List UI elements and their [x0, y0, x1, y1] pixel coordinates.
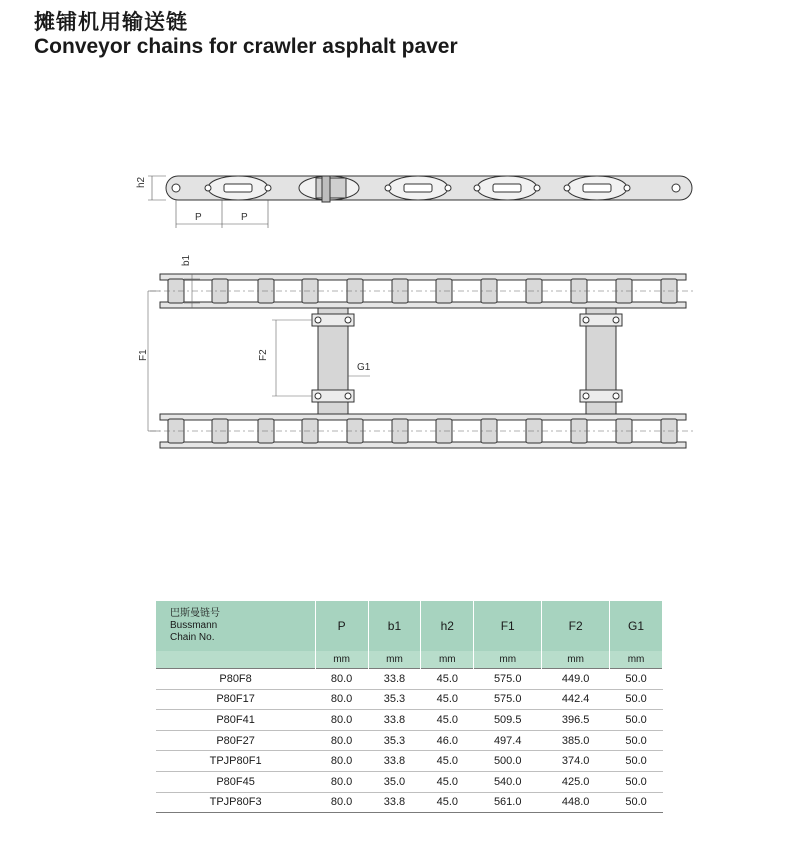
cell-p: 80.0: [315, 751, 368, 772]
cell-b1: 33.8: [368, 710, 421, 731]
table-row: [156, 730, 663, 751]
flight-bars: [312, 308, 622, 414]
cell-p: 80.0: [315, 792, 368, 813]
cell-h2: 46.0: [421, 730, 474, 751]
cell-chain-no: P80F8: [156, 669, 315, 690]
unit-p: mm: [315, 651, 368, 669]
page-title-cn: 摊铺机用输送链: [34, 10, 188, 34]
label-g1: G1: [357, 362, 371, 373]
header-g1: G1: [610, 601, 663, 651]
label-f2: F2: [258, 349, 269, 361]
cell-p: 80.0: [315, 689, 368, 710]
cell-p: 80.0: [315, 730, 368, 751]
unit-f1: mm: [474, 651, 542, 669]
cell-h2: 45.0: [421, 669, 474, 690]
cell-f1: 575.0: [474, 689, 542, 710]
label-p-2: P: [241, 212, 248, 223]
cell-h2: 45.0: [421, 689, 474, 710]
cell-g1: 50.0: [610, 689, 663, 710]
cell-chain-no: P80F17: [156, 689, 315, 710]
table-row: [156, 710, 663, 731]
label-h2: h2: [136, 176, 147, 188]
unit-g1: mm: [610, 651, 663, 669]
cell-f2: 374.0: [542, 751, 610, 772]
table-row: [156, 669, 663, 690]
cell-chain-no: P80F27: [156, 730, 315, 751]
cell-p: 80.0: [315, 710, 368, 731]
cell-b1: 35.3: [368, 689, 421, 710]
cell-b1: 35.3: [368, 730, 421, 751]
cell-f2: 449.0: [542, 669, 610, 690]
cell-p: 80.0: [315, 669, 368, 690]
cell-p: 80.0: [315, 771, 368, 792]
page-title-en: Conveyor chains for crawler asphalt paver: [34, 35, 458, 58]
cell-f2: 442.4: [542, 689, 610, 710]
spec-table-body: [156, 669, 663, 813]
header-chain-no-en1: Bussmann: [170, 620, 218, 631]
cell-h2: 45.0: [421, 751, 474, 772]
label-b1: b1: [181, 254, 192, 266]
cell-f1: 509.5: [474, 710, 542, 731]
chain-side-view: [166, 176, 692, 202]
unit-b1: mm: [368, 651, 421, 669]
cell-b1: 35.0: [368, 771, 421, 792]
cell-chain-no: P80F45: [156, 771, 315, 792]
header-chain-no-en2: Chain No.: [170, 632, 215, 643]
cell-f2: 448.0: [542, 792, 610, 813]
cell-f2: 396.5: [542, 710, 610, 731]
header-f1: F1: [474, 601, 542, 651]
cell-g1: 50.0: [610, 710, 663, 731]
cell-b1: 33.8: [368, 792, 421, 813]
cell-g1: 50.0: [610, 730, 663, 751]
cell-h2: 45.0: [421, 710, 474, 731]
cell-f1: 497.4: [474, 730, 542, 751]
label-f1: F1: [138, 349, 149, 361]
cell-g1: 50.0: [610, 751, 663, 772]
cell-f2: 425.0: [542, 771, 610, 792]
cell-g1: 50.0: [610, 771, 663, 792]
cell-h2: 45.0: [421, 771, 474, 792]
cell-b1: 33.8: [368, 669, 421, 690]
cell-chain-no: P80F41: [156, 710, 315, 731]
cell-h2: 45.0: [421, 792, 474, 813]
unit-f2: mm: [542, 651, 610, 669]
header-b1: b1: [368, 601, 421, 651]
cell-g1: 50.0: [610, 669, 663, 690]
header-p: P: [315, 601, 368, 651]
header-h2: h2: [421, 601, 474, 651]
cell-chain-no: TPJP80F1: [156, 751, 315, 772]
table-row: [156, 771, 663, 792]
cell-f1: 500.0: [474, 751, 542, 772]
cell-chain-no: TPJP80F3: [156, 792, 315, 813]
unit-blank: [156, 651, 315, 669]
table-row: [156, 792, 663, 813]
unit-h2: mm: [421, 651, 474, 669]
cell-f1: 575.0: [474, 669, 542, 690]
header-chain-no: [156, 601, 315, 651]
cell-f1: 540.0: [474, 771, 542, 792]
header-f2: F2: [542, 601, 610, 651]
cell-f1: 561.0: [474, 792, 542, 813]
cell-g1: 50.0: [610, 792, 663, 813]
cell-f2: 385.0: [542, 730, 610, 751]
spec-table: [156, 601, 663, 813]
table-row: [156, 751, 663, 772]
label-p-1: P: [195, 212, 202, 223]
table-row: [156, 689, 663, 710]
header-chain-no-cn: 巴斯曼链号: [170, 608, 220, 619]
cell-b1: 33.8: [368, 751, 421, 772]
